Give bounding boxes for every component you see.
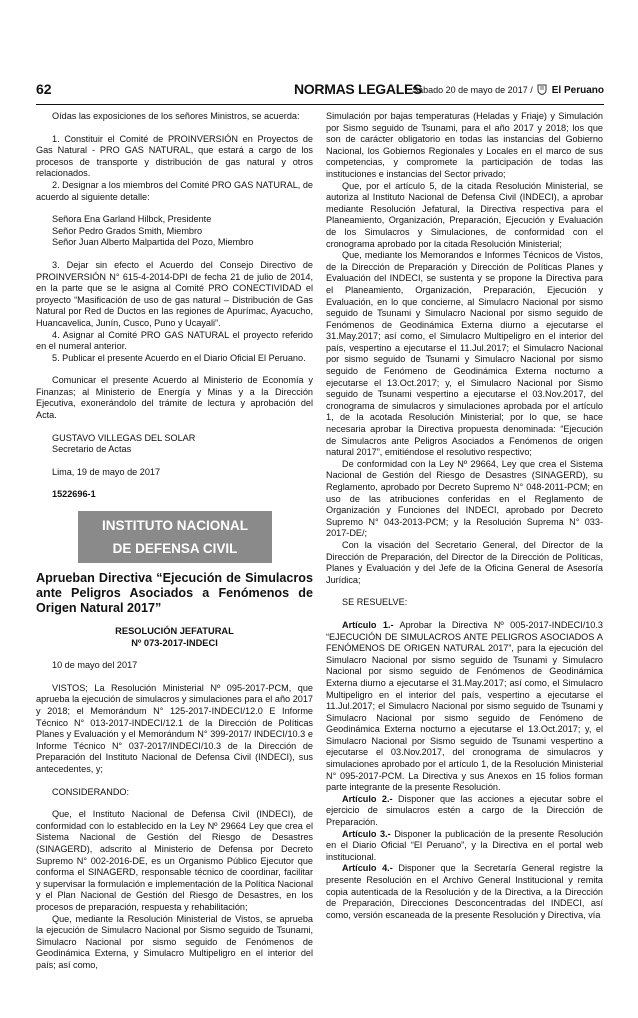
member-line: Señora Ena Garland Hilbck, Presidente	[52, 214, 212, 225]
article-paragraph	[326, 794, 603, 829]
section-title: NORMAS LEGALES	[294, 81, 423, 97]
paragraph: 5. Publicar el presente Acuerdo en el Diario Oficial El Peruano.	[52, 352, 306, 363]
section-label: CONSIDERANDO:	[52, 786, 130, 797]
resolution-heading	[36, 626, 313, 649]
article-text: Disponer que las acciones a ejecutar sobre el ejercicio de simulacros estén a cargo de la Dirección de Preparación.	[326, 793, 603, 828]
paragraph: VISTOS; La Resolución Ministerial Nº 095-2017-PCM, que aprueba la ejecución de simulacros y simulaciones para el año 2017 y 2018; el Memorándum N° 125-2017-INDECI/12.0 E Informe Técnico N° 013-2017-INDECI/12.1 de la Dirección de Políticas Planes y Evaluación y el Memorándum N° 399-2017/ INDECI/10.3 e Informe Técnico N° 037-2017/INDECI/10.3 de la Dirección de Preparación del Instituto Nacional de Defensa Civil (INDECI), sus antecedentes, y;	[36, 682, 313, 774]
section-label: SE RESUELVE:	[342, 597, 408, 608]
header-date	[412, 84, 604, 96]
paragraph: 1. Constituir el Comité de PROINVERSIÓN en Proyectos de Gas Natural - PRO GAS NATURAL, que estará a cargo de los procesos de transporte y distribución de gas natural y otros relacionados.	[36, 133, 313, 179]
article-label: Artículo 4.-	[342, 863, 393, 874]
article-text: Disponer que la Secretaría General registre la presente Resolución en el Archivo General Institucional y remita copia autenticada de la Resolución y de la Directiva, a la Dirección de Preparación, Direcciones Desconcentradas del INDECI, así como, versión escaneada de la presente Resolución y Directiva, vía	[326, 863, 603, 920]
institution-banner	[78, 511, 272, 563]
resolution-number: Nº 073-2017-INDECI	[131, 637, 218, 648]
place-date: Lima, 19 de mayo de 2017	[52, 466, 161, 477]
signatory-name: GUSTAVO VILLEGAS DEL SOLAR	[52, 432, 196, 443]
paragraph: De conformidad con la Ley Nº 29664, Ley que crea el Sistema Nacional de Gestión del Riesgo de Desastres (SINAGERD), su Reglamento, aprobado por Decreto Supremo N° 048-2011-PCM; en uso de las atribuciones conferidas en el Reglamento de Organización y Funciones del INDECI, aprobado por Decreto Supremo N° 043-2013-PCM; y la Resolución Suprema N° 033-2017-DE/;	[326, 458, 603, 539]
coat-of-arms-icon	[537, 84, 547, 95]
paragraph: Comunicar el presente Acuerdo al Ministerio de Economía y Finanzas; al Ministerio de Energía y Minas y a la Dirección Ejecutiva, exonerándolo del trámite de lectura y aprobación del Acta.	[36, 375, 313, 421]
paragraph: Que, mediante la Resolución Ministerial de Vistos, se aprueba la ejecución de Simulacro Nacional por Sismo seguido de Tsunami, Simulacro Nacional por sismo seguido de Fenómenos de Geodinámica Externa, y Simulacro Multipeligro en el interior del país; así como,	[36, 913, 313, 970]
page-number: 62	[36, 81, 52, 97]
article-paragraph	[326, 620, 603, 794]
paragraph: 2. Designar a los miembros del Comité PRO GAS NATURAL, de acuerdo al siguiente detalle:	[36, 179, 313, 202]
page-header	[36, 80, 604, 105]
paragraph: 3. Dejar sin efecto el Acuerdo del Consejo Directivo de PROINVERSIÓN N° 615-4-2014-DPI de fecha 21 de julio de 2014, en la parte que se le asigna al Comité PRO CONECTIVIDAD el proyecto “Masificación de uso de gas natural – Distribución de Gas Natural por Red de Ductos en las regiones de Apurímac, Ayacucho, Huancavelica, Junín, Cusco, Puno y Ucayali”.	[36, 259, 313, 328]
article-label: Artículo 3.-	[342, 828, 391, 839]
paragraph: Que, el Instituto Nacional de Defensa Civil (INDECI), de conformidad con lo establecido en la Ley Nº 29664 Ley que crea el Sistema Nacional de Gestión del Riesgo de Desastres (SINAGERD), adscrito al Ministerio de Defensa por Decreto Supremo N° 002-2016-DE, es un Organismo Público Ejecutor que conforma el SINAGERD, responsable técnico de coordinar, facilitar y supervisar la formulación e implementación de la Política Nacional y el Plan Nacional de Gestión del Riesgo de Desastres, en los procesos de preparación, respuesta y rehabilitación;	[36, 809, 313, 912]
left-column	[36, 111, 313, 971]
paragraph: Que, por el artículo 5, de la citada Resolución Ministerial, se autoriza al Instituto Nacional de Defensa Civil (INDECI), a aprobar mediante Resolución Jefatural, la Directiva respectiva para el Planeamiento, Organización, Preparación, Ejecución y Evaluación de los Simulacros y Simulaciones, de conformidad con el cronograma aprobado por la citada Resolución Ministerial;	[326, 180, 603, 249]
article-text: Disponer la publicación de la presente Resolución en el Diario Oficial “El Peruano”, y la Directiva en el portal web institucional.	[326, 828, 603, 862]
reference-number: 1522696-1	[52, 489, 96, 500]
article-label: Artículo 1.-	[342, 619, 394, 630]
date-text: Sábado 20 de mayo de 2017 /	[412, 85, 533, 95]
article-title: Aprueban Directiva “Ejecución de Simulacros ante Peligros Asociados a Fenómenos de Origen Natural 2017”	[36, 571, 313, 616]
banner-line: DE DEFENSA CIVIL	[112, 541, 238, 557]
signatory-title: Secretario de Actas	[52, 444, 132, 455]
article-text: Aprobar la Directiva Nº 005-2017-INDECI/10.3 “EJECUCIÓN DE SIMULACROS ANTE PELIGROS ASOCIADOS A FENÓMENOS DE ORIGEN NATURAL 2017”, para la ejecución del Simulacro Nacional por sismo seguido de Tsunami y Simulacro Nacional por sismo seguido de Fenómenos de Geodinámica Externa diurno a ejecutarse el 31.May.2017; así como, el Simulacro Multipeligro en el interior del país, vespertino a ejecutarse el 11.Jul.2017; el Simulacro Nacional por sismo seguido de Tsunami y Simulacro Nacional por sismo seguido de Fenómeno de Geodinámica Externa nocturno a ejecutarse el 13.Oct.2017; y, el Simulacro Nacional por Sismo seguido de Tsunami vespertino a ejecutarse el 03.Nov.2017, del cronograma de simulacros y simulaciones aprobado por el artículo 1, de la Resolución Ministerial N° 095-2017-PCM. La Directiva y sus Anexos en 15 folios forman parte integrante de la presente Resolución.	[326, 619, 603, 793]
member-line: Señor Pedro Grados Smith, Miembro	[52, 225, 203, 236]
paragraph: 4. Asignar al Comité PRO GAS NATURAL el proyecto referido en el numeral anterior.	[36, 329, 313, 352]
banner-line: INSTITUTO NACIONAL	[102, 518, 248, 534]
resolution-date: 10 de mayo del 2017	[52, 660, 138, 671]
paragraph: Oídas las exposiciones de los señores Ministros, se acuerda:	[52, 111, 300, 121]
newspaper-name: El Peruano	[551, 85, 604, 96]
article-paragraph	[326, 829, 603, 864]
paragraph: Con la visación del Secretario General, del Director de la Dirección de Preparación, del Director de la Dirección de Políticas, Planes y Evaluación y del Jefe de la Oficina General de Asesoría Jurídica;	[326, 539, 603, 585]
paragraph: Que, mediante los Memorandos e Informes Técnicos de Vistos, de la Dirección de Preparación y Dirección de Políticas Planes y Evaluación del INDECI, se sustenta y se propone la Directiva para el Planeamiento, Organización, Preparación, Ejecución y Evaluación, en lo que concierne, al Simulacro Nacional por sismo seguido de Tsunami y Simulacro Nacional por sismo seguido de Fenómenos de Geodinámica Externa diurno a ejecutarse el 31.May.2017; así como, el Simulacro Multipeligro en el interior del país, vespertino a ejecutarse el 11.Jul.2017; el Simulacro Nacional por sismo seguido de Tsunami y Simulacro Nacional por sismo seguido de Fenómeno de Geodinámica Externa nocturno a ejecutarse el 13.Oct.2017; y, el Simulacro Nacional por Sismo seguido de Tsunami vespertino a ejecutarse el 03.Nov.2017, del cronograma de simulacros y simulaciones aprobada por el artículo 1, de la acotada Resolución Ministerial; por lo que, se hace necesaria aprobar la Directiva propuesta denominada: “Ejecución de Simulacros ante Peligros Asociados a Fenómenos de origen natural 2017”, emitiéndose el resolutivo respectivo;	[326, 250, 603, 458]
member-line: Señor Juan Alberto Malpartida del Pozo, Miembro	[52, 237, 254, 248]
resolution-type: RESOLUCIÓN JEFATURAL	[115, 626, 234, 637]
article-label: Artículo 2.-	[342, 793, 393, 804]
article-paragraph	[326, 863, 603, 921]
paragraph: Simulación por bajas temperaturas (Heladas y Friaje) y Simulación por Sismo seguido de Tsunami, para el año 2017 y 2018; los que son de carácter obligatorio en todas las instancias del Gobierno Nacional, los Gobiernos Regionales y Locales en el marco de sus competencias, y compromete la participación de todas las instituciones e instancias del Sector privado;	[326, 111, 603, 179]
right-column	[326, 111, 603, 921]
